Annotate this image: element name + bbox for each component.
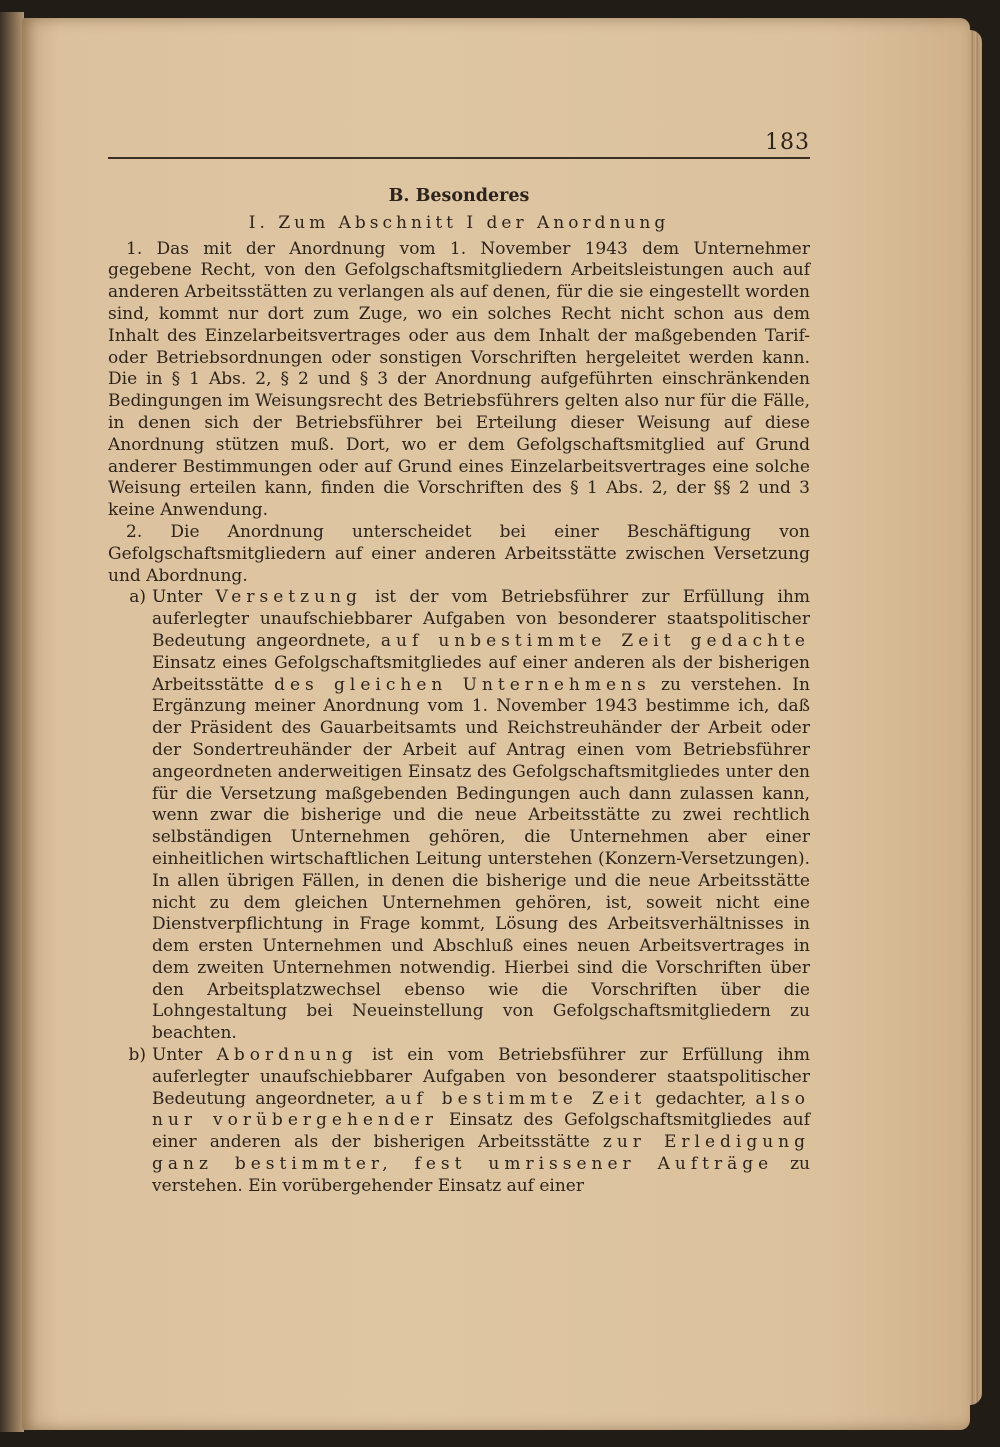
item-a-text-3: Einsatz eines Gefolgschaftsmitgliedes auf einer anderen als der bisherigen Arbeitsstätte xyxy=(152,652,810,695)
facing-page-edge xyxy=(0,12,24,1432)
item-b-text-5: zu verstehen. Ein vorübergehender Einsatz auf einer xyxy=(152,1154,810,1196)
item-b-emphasis-1: Abordnung xyxy=(216,1045,358,1066)
item-a-body xyxy=(152,587,810,1045)
item-a-text-1: Unter xyxy=(152,587,216,608)
item-b-text-3: gedachter, xyxy=(646,1088,756,1109)
item-b-text-4: Einsatz des Gefolgschaftsmitgliedes auf einer anderen als der bisherigen Arbeitsstätte xyxy=(152,1110,810,1153)
item-a-emphasis-1: Versetzung xyxy=(215,587,362,608)
item-a-emphasis-3: des gleichen Unternehmens xyxy=(274,674,651,695)
section-title: B. Besonderes xyxy=(388,186,530,206)
list-item-b xyxy=(108,1045,810,1198)
item-b-text-1: Unter xyxy=(152,1045,217,1066)
page-body xyxy=(108,186,810,1198)
item-a-label: a) xyxy=(129,587,146,608)
item-b-emphasis-3: also nur vorübergehender xyxy=(152,1088,811,1131)
item-b-body xyxy=(152,1045,810,1198)
item-a-text-4: zu verstehen. In Ergänzung meiner Anordnung vom 1. November 1943 bestimme ich, daß der Präsident des Gauarbeitsamts und Reichstreuhänder der Arbeit oder der Sondertreuhänder der Arbeit auf Antrag einen vom Betriebsführer angeordneten anderweitigen Einsatz des Gefolgschaftsmitgliedes unter den für die Versetzung maßgebenden Bedingungen auch dann zulassen kann, wenn zwar die bisherige und die neue Arbeitsstätte zu zwei rechtlich selbständigen Unternehmen gehören, die Unternehmen aber einer einheitlichen wirtschaftlichen Leitung unterstehen (Konzern-Versetzungen). In allen übrigen Fällen, in denen die bisherige und die neue Arbeitsstätte nicht zu dem gleichen Unternehmen gehören, ist, soweit nicht eine Dienstverpflichtung in Frage kommt, Lösung des Arbeitsverhältnisses in dem ersten Unternehmen und Abschluß eines neuen Arbeitsvertrages in dem zweiten Unternehmen notwendig. Hierbei sind die Vorschriften über den Arbeitsplatzwechsel ebenso wie die Vorschriften über die Lohngestaltung bei Neueinstellung von Gefolgschaftsmitgliedern zu beachten. xyxy=(152,674,810,1044)
item-b-emphasis-4: zur Erledigung ganz bestimmter, fest umrissener Aufträge xyxy=(152,1132,810,1175)
page-number: 183 xyxy=(765,130,810,155)
header-rule xyxy=(108,157,810,159)
paragraph-2: 2. Die Anordnung unterscheidet bei einer Beschäftigung von Gefolgschaftsmitgliedern auf einer anderen Arbeitsstätte zwischen Versetzung und Abordnung. xyxy=(108,521,810,586)
list-item-a xyxy=(108,587,810,1045)
item-b-label: b) xyxy=(128,1045,146,1066)
subsection-title: I. Zum Abschnitt I der Anordnung xyxy=(248,212,670,233)
item-b-emphasis-2: auf bestimmte Zeit xyxy=(385,1088,647,1109)
item-a-emphasis-2: auf unbestimmte Zeit gedachte xyxy=(380,630,810,651)
item-b-text-2: ist ein vom Betriebsführer zur Erfüllung ihm auferlegter unaufschiebbarer Aufgaben von besonderer staatspolitischer Bedeutung angeordneter, xyxy=(152,1045,811,1109)
paragraph-1: 1. Das mit der Anordnung vom 1. November 1943 dem Unternehmer gegebene Recht, von den Gefolgschaftsmitgliedern Arbeitsleistungen auch auf anderen Arbeitsstätten zu verlangen als auf denen, für die sie eingestellt worden sind, kommt nur dort zum Zuge, wo ein solches Recht nicht schon aus dem Inhalt des Einzelarbeitsvertrages oder aus dem Inhalt der maßgebenden Tarif- oder Betriebsordnungen oder sonstigen Vorschriften hergeleitet werden kann. Die in § 1 Abs. 2, § 2 und § 3 der Anordnung aufgeführten einschränkenden Bedingungen im Weisungsrecht des Betriebsführers gelten also nur für die Fälle, in denen sich der Betriebsführer bei Erteilung dieser Weisung auf diese Anordnung stützen muß. Dort, wo er dem Gefolgschaftsmitglied auf Grund anderer Bestimmungen oder auf Grund eines Einzelarbeitsvertrages eine solche Weisung erteilen kann, finden die Vorschriften des § 1 Abs. 2, der §§ 2 und 3 keine Anwendung. xyxy=(108,238,810,521)
item-a-text-2: ist der vom Betriebsführer zur Erfüllung ihm auferlegter unaufschiebbarer Aufgaben von besonderer staatspolitischer Bedeutung angeordnete, xyxy=(152,587,811,651)
